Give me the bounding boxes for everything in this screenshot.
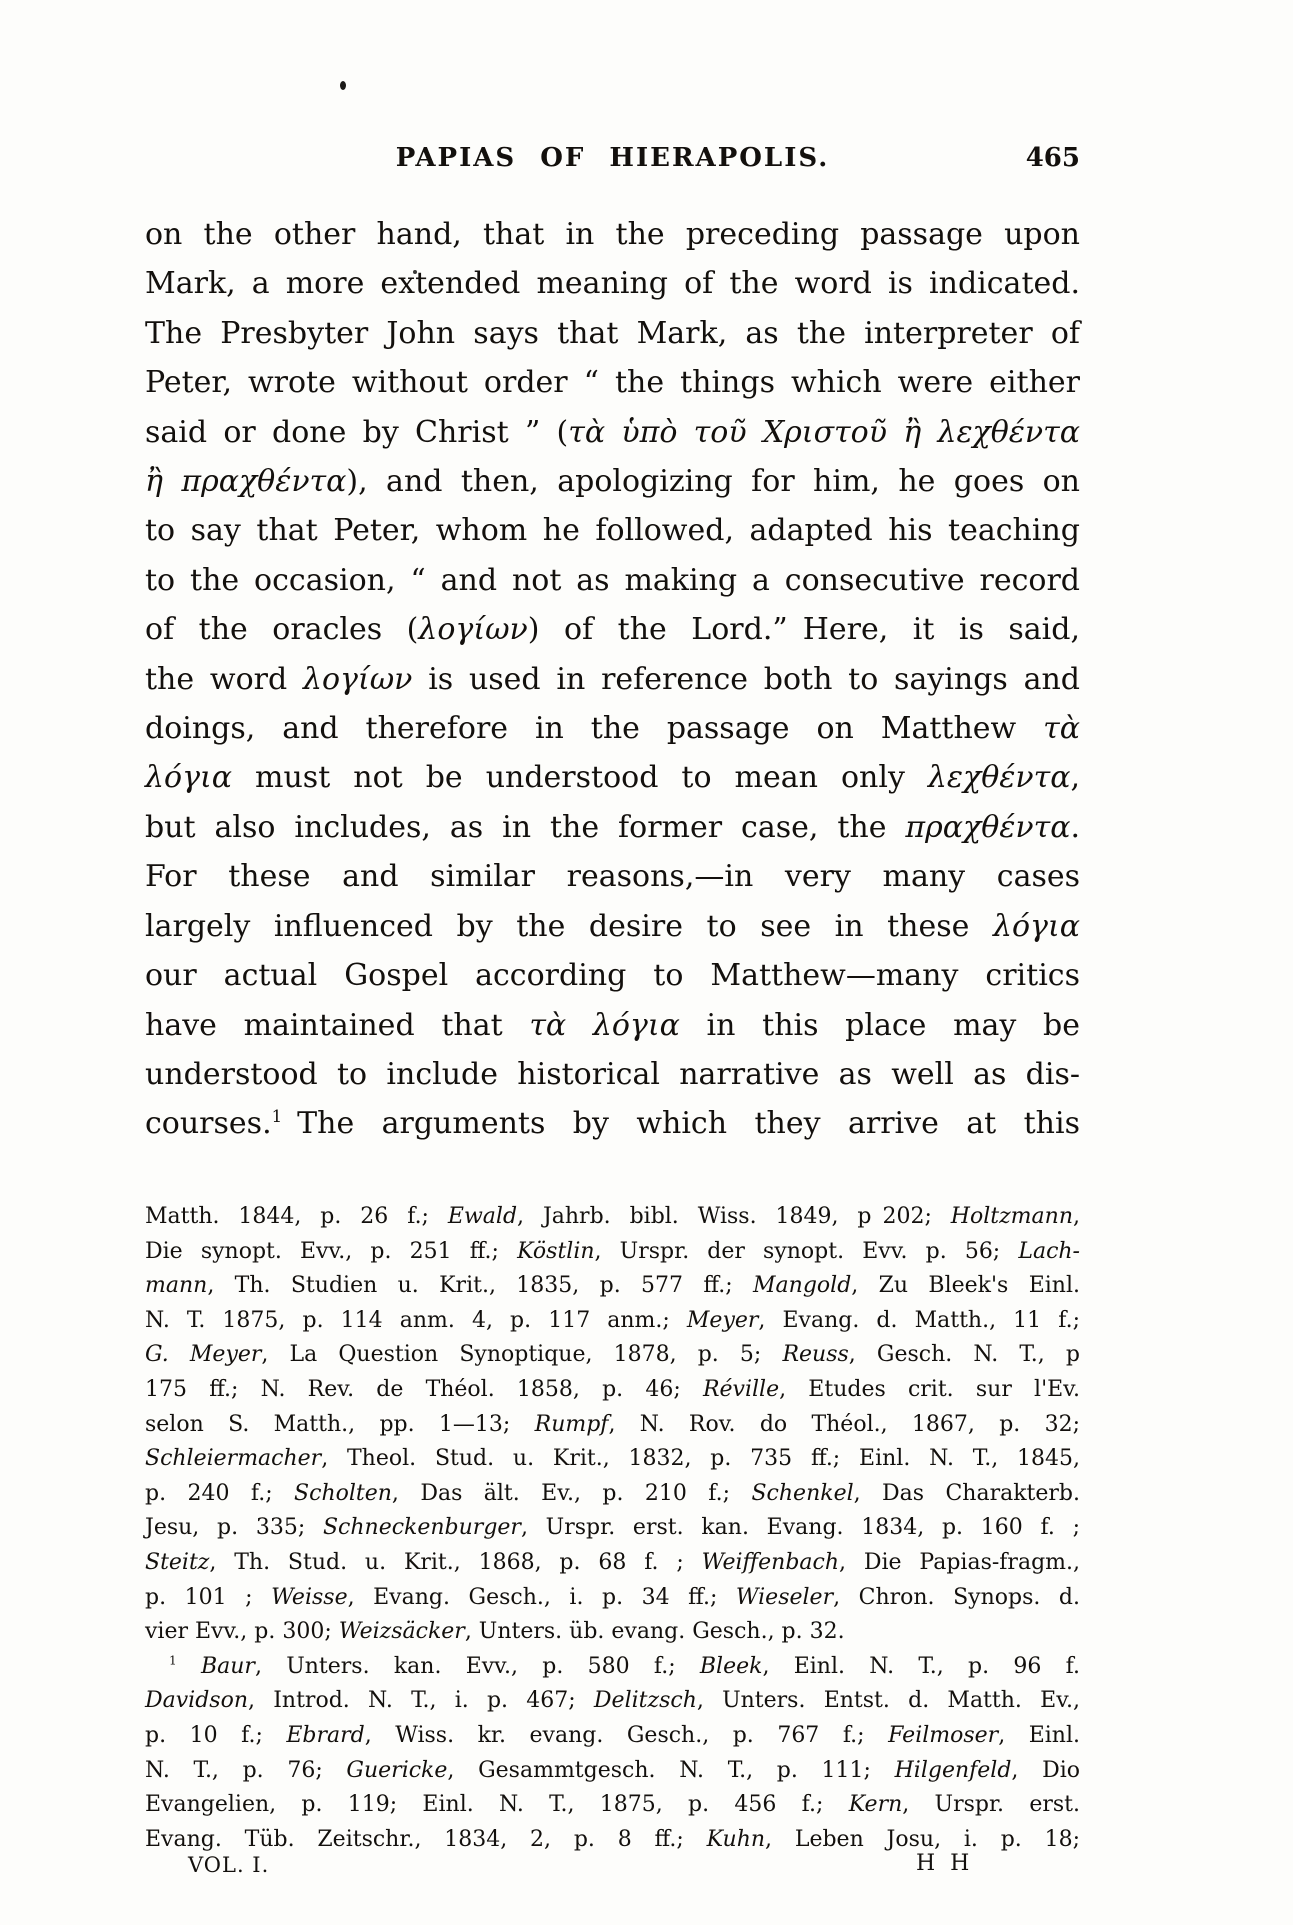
text-segment: , Chron. Synops. d. bbox=[833, 1584, 1080, 1610]
footnote-line bbox=[145, 1269, 1080, 1304]
text-segment: ), and then, apologizing for him, he goes on bbox=[346, 464, 1080, 500]
footnote-line bbox=[145, 1338, 1080, 1373]
text-segment: Rumpf bbox=[534, 1411, 609, 1437]
text-segment: to say that Peter, whom he followed, adapted his teaching bbox=[145, 513, 1080, 549]
text-segment: Evangelien, p. 119; Einl. N. T., 1875, p. 456 f.; bbox=[145, 1792, 849, 1818]
footnote-line bbox=[145, 1650, 1080, 1685]
footnote-line bbox=[145, 1511, 1080, 1546]
body-line bbox=[145, 803, 1080, 852]
text-segment: , bbox=[1070, 760, 1080, 796]
text-segment: Ebrard bbox=[286, 1722, 365, 1748]
text-segment: , Das Charakterb. bbox=[853, 1480, 1081, 1506]
text-segment: have maintained that bbox=[145, 1007, 530, 1043]
text-segment: p. 240 f.; bbox=[145, 1480, 295, 1506]
body-line bbox=[145, 1099, 1080, 1148]
body-line bbox=[145, 605, 1080, 654]
text-segment: ) of the Lord.” Here, it is said, bbox=[527, 612, 1080, 648]
running-header-title: PAPIAS OF HIERAPOLIS. bbox=[395, 143, 830, 173]
text-segment: doings, and therefore in the passage on Matthew bbox=[145, 711, 1044, 747]
greek-text: λόγια bbox=[992, 908, 1080, 944]
text-segment: mann bbox=[145, 1273, 208, 1299]
text-segment: G. Meyer bbox=[145, 1342, 262, 1368]
text-segment: but also includes, as in the former case, the bbox=[145, 809, 906, 845]
text-segment: Kuhn bbox=[706, 1826, 766, 1852]
text-segment: , Einl. bbox=[998, 1722, 1081, 1748]
text-segment: Die synopt. Evv., p. 251 ff.; bbox=[145, 1238, 518, 1264]
footnote-line bbox=[145, 1477, 1080, 1512]
greek-text: λογίων bbox=[302, 661, 413, 697]
footnote-line bbox=[145, 1581, 1080, 1616]
text-segment: Baur bbox=[200, 1653, 255, 1679]
text-segment: 175 ff.; N. Rev. de Théol. 1858, p. 46; bbox=[145, 1376, 703, 1402]
text-segment: Ewald bbox=[447, 1204, 518, 1229]
text-segment: to the occasion, “ and not as making a consecutive record bbox=[145, 562, 1080, 598]
body-line bbox=[145, 556, 1080, 605]
volume-label: VOL. I. bbox=[188, 1853, 270, 1877]
text-segment: , Urspr. der synopt. Evv. p. 56; bbox=[594, 1238, 1019, 1264]
text-segment: , Das ält. Ev., p. 210 f.; bbox=[391, 1480, 752, 1506]
greek-text: τὰ λόγια bbox=[529, 1007, 680, 1043]
text-segment: , Th. Studien u. Krit., 1835, p. 577 ff.; bbox=[207, 1273, 754, 1299]
text-segment: , Dio bbox=[1011, 1757, 1081, 1783]
text-segment: the word bbox=[145, 661, 303, 697]
text-segment: Meyer bbox=[686, 1307, 759, 1333]
text-segment: vier Evv., p. 300; bbox=[145, 1619, 339, 1645]
text-segment: , Th. Stud. u. Krit., 1868, p. 68 f. ; bbox=[209, 1549, 702, 1575]
text-segment: , Introd. N. T., i. p. 467; bbox=[248, 1688, 594, 1714]
body-line bbox=[145, 852, 1080, 901]
text-segment: The arguments by which they arrive at this bbox=[282, 1106, 1080, 1142]
text-segment: Evang. Tüb. Zeitschr., 1834, 2, p. 8 ff.; bbox=[145, 1826, 707, 1852]
text-segment: , Urspr. erst. kan. Evang. 1834, p. 160 f. ; bbox=[520, 1515, 1080, 1541]
text-segment: , Zu Bleek's Einl. bbox=[851, 1273, 1080, 1299]
greek-text: τὰ ὑπὸ τοῦ Χριστοῦ ἢ λεχθέντα bbox=[568, 414, 1080, 450]
text-segment: , Wiss. kr. evang. Gesch., p. 767 f.; bbox=[364, 1722, 889, 1748]
page-number: 465 bbox=[1025, 143, 1080, 173]
text-segment: Lach- bbox=[1018, 1238, 1080, 1264]
body-line bbox=[145, 259, 1080, 308]
text-segment: said or done by Christ ” ( bbox=[145, 414, 569, 450]
text-segment: Peter, wrote without order “ the things which were either bbox=[145, 365, 1080, 401]
text-segment: , Evang. d. Matth., 11 f.; bbox=[758, 1307, 1080, 1333]
text-segment: Köstlin bbox=[517, 1238, 595, 1264]
text-segment: understood to include historical narrative as well as dis- bbox=[145, 1056, 1080, 1092]
text-segment: Feilmoser bbox=[888, 1722, 999, 1748]
body-line bbox=[145, 704, 1080, 753]
text-segment: Delitzsch bbox=[593, 1688, 697, 1714]
body-line bbox=[145, 951, 1080, 1000]
text-segment: must not be understood to mean only bbox=[232, 760, 928, 796]
text-segment: Weizsäcker bbox=[338, 1619, 465, 1645]
text-segment: Mangold bbox=[753, 1273, 852, 1299]
greek-text: λόγια bbox=[145, 760, 233, 796]
text-segment bbox=[177, 1654, 201, 1679]
text-segment: , Unters. üb. evang. Gesch., p. 32. bbox=[464, 1619, 845, 1645]
greek-text: λογίων bbox=[418, 612, 528, 648]
body-line bbox=[145, 1001, 1080, 1050]
text-segment: is used in reference both to sayings and bbox=[412, 661, 1080, 697]
text-segment: , Leben Josu, i. p. 18; bbox=[765, 1826, 1081, 1852]
footnote-line bbox=[145, 1754, 1080, 1789]
text-segment: , Theol. Stud. u. Krit., 1832, p. 735 ff.; Einl. N. T., 1845, bbox=[321, 1446, 1080, 1472]
text-segment: p. 101 ; bbox=[145, 1584, 272, 1610]
scan-speck bbox=[340, 81, 346, 90]
footnote-line bbox=[145, 1235, 1080, 1270]
text-segment: Davidson bbox=[145, 1688, 249, 1714]
text-segment: , Evang. Gesch., i. p. 34 ff.; bbox=[347, 1584, 736, 1610]
footnote-line bbox=[145, 1719, 1080, 1754]
text-segment: largely influenced by the desire to see in these bbox=[145, 908, 993, 944]
footnote-reference: 1 bbox=[169, 1653, 177, 1668]
text-segment: , Etudes crit. sur l'Ev. bbox=[779, 1376, 1080, 1402]
body-line bbox=[145, 1050, 1080, 1099]
greek-text: ἢ πραχθέντα bbox=[145, 464, 347, 500]
footnote-line bbox=[145, 1615, 1080, 1650]
body-line bbox=[145, 902, 1080, 951]
text-segment: in this place may be bbox=[679, 1007, 1080, 1043]
text-segment: , Gesammtgesch. N. T., p. 111; bbox=[447, 1757, 895, 1783]
text-segment: Steitz bbox=[145, 1549, 210, 1575]
text-segment: our actual Gospel according to Matthew—many critics bbox=[145, 958, 1080, 994]
text-segment: Schenkel bbox=[751, 1480, 854, 1506]
text-segment: , Jahrb. bibl. Wiss. 1849, p 202; bbox=[517, 1204, 951, 1229]
text-segment: courses. bbox=[145, 1106, 272, 1142]
body-line bbox=[145, 655, 1080, 704]
text-segment: Holtzmann bbox=[950, 1204, 1073, 1229]
body-line bbox=[145, 408, 1080, 457]
text-segment: Réville bbox=[702, 1376, 780, 1402]
text-segment: , bbox=[1073, 1204, 1080, 1229]
text-segment: Reuss bbox=[782, 1342, 849, 1368]
footnote-line bbox=[145, 1304, 1080, 1339]
text-segment: For these and similar reasons,—in very many cases bbox=[145, 859, 1080, 895]
text-segment: , La Question Synoptique, 1878, p. 5; bbox=[261, 1342, 783, 1368]
text-segment: Scholten bbox=[294, 1480, 392, 1506]
text-segment: Hilgenfeld bbox=[894, 1757, 1012, 1783]
body-line bbox=[145, 210, 1080, 259]
text-segment: N. T., p. 76; bbox=[145, 1757, 347, 1783]
greek-text: τὰ bbox=[1043, 711, 1080, 747]
text-segment: , Die Papias-fragm., bbox=[839, 1549, 1080, 1575]
text-segment: Guericke bbox=[346, 1757, 448, 1783]
text-segment: Schneckenburger bbox=[322, 1515, 521, 1541]
footnote-line bbox=[145, 1408, 1080, 1443]
footnote-line bbox=[145, 1373, 1080, 1408]
greek-text: λεχθέντα bbox=[927, 760, 1071, 796]
text-segment: Schleiermacher bbox=[145, 1446, 322, 1472]
body-text bbox=[145, 210, 1080, 1149]
signature-mark: H H bbox=[916, 1851, 970, 1876]
text-segment: , Gesch. N. T., p bbox=[848, 1342, 1080, 1368]
footnote-line bbox=[145, 1200, 1080, 1235]
body-line bbox=[145, 506, 1080, 555]
body-line bbox=[145, 457, 1080, 506]
text-segment: , Urspr. erst. bbox=[902, 1792, 1080, 1818]
text-segment: on the other hand, that in the preceding passage upon bbox=[145, 217, 1080, 252]
text-segment: Weisse bbox=[271, 1584, 348, 1610]
body-line bbox=[145, 753, 1080, 802]
footnote-line bbox=[145, 1442, 1080, 1477]
text-segment: Mark, a more extended meaning of the word is indicated. bbox=[145, 266, 1080, 302]
text-segment: Bleek bbox=[699, 1653, 763, 1679]
footnote-reference: 1 bbox=[271, 1107, 283, 1127]
greek-text: πραχθέντα bbox=[905, 809, 1071, 845]
text-segment: . bbox=[1070, 809, 1080, 845]
body-line bbox=[145, 309, 1080, 358]
text-segment: Jesu, p. 335; bbox=[145, 1515, 323, 1541]
footnote-line bbox=[145, 1684, 1080, 1719]
text-segment: Matth. 1844, p. 26 f.; bbox=[145, 1204, 448, 1229]
text-segment: , Unters. Entst. d. Matth. Ev., bbox=[696, 1688, 1080, 1714]
text-segment: , N. Rov. do Théol., 1867, p. 32; bbox=[608, 1411, 1080, 1437]
footnote-line bbox=[145, 1546, 1080, 1581]
text-segment: Weiffenbach bbox=[701, 1549, 840, 1575]
text-segment: of the oracles ( bbox=[145, 612, 419, 648]
text-segment: N. T. 1875, p. 114 anm. 4, p. 117 anm.; bbox=[145, 1307, 687, 1333]
text-segment: , Einl. N. T., p. 96 f. bbox=[762, 1653, 1080, 1679]
text-segment: The Presbyter John says that Mark, as the interpreter of bbox=[145, 315, 1080, 351]
text-segment: selon S. Matth., pp. 1—13; bbox=[145, 1411, 535, 1437]
text-segment: Wieseler bbox=[735, 1584, 834, 1610]
text-segment: , Unters. kan. Evv., p. 580 f.; bbox=[254, 1653, 700, 1679]
footnote-line bbox=[145, 1788, 1080, 1823]
body-line bbox=[145, 358, 1080, 407]
footnotes bbox=[145, 1200, 1080, 1857]
text-segment: p. 10 f.; bbox=[145, 1722, 287, 1748]
text-segment: Kern bbox=[848, 1792, 903, 1818]
